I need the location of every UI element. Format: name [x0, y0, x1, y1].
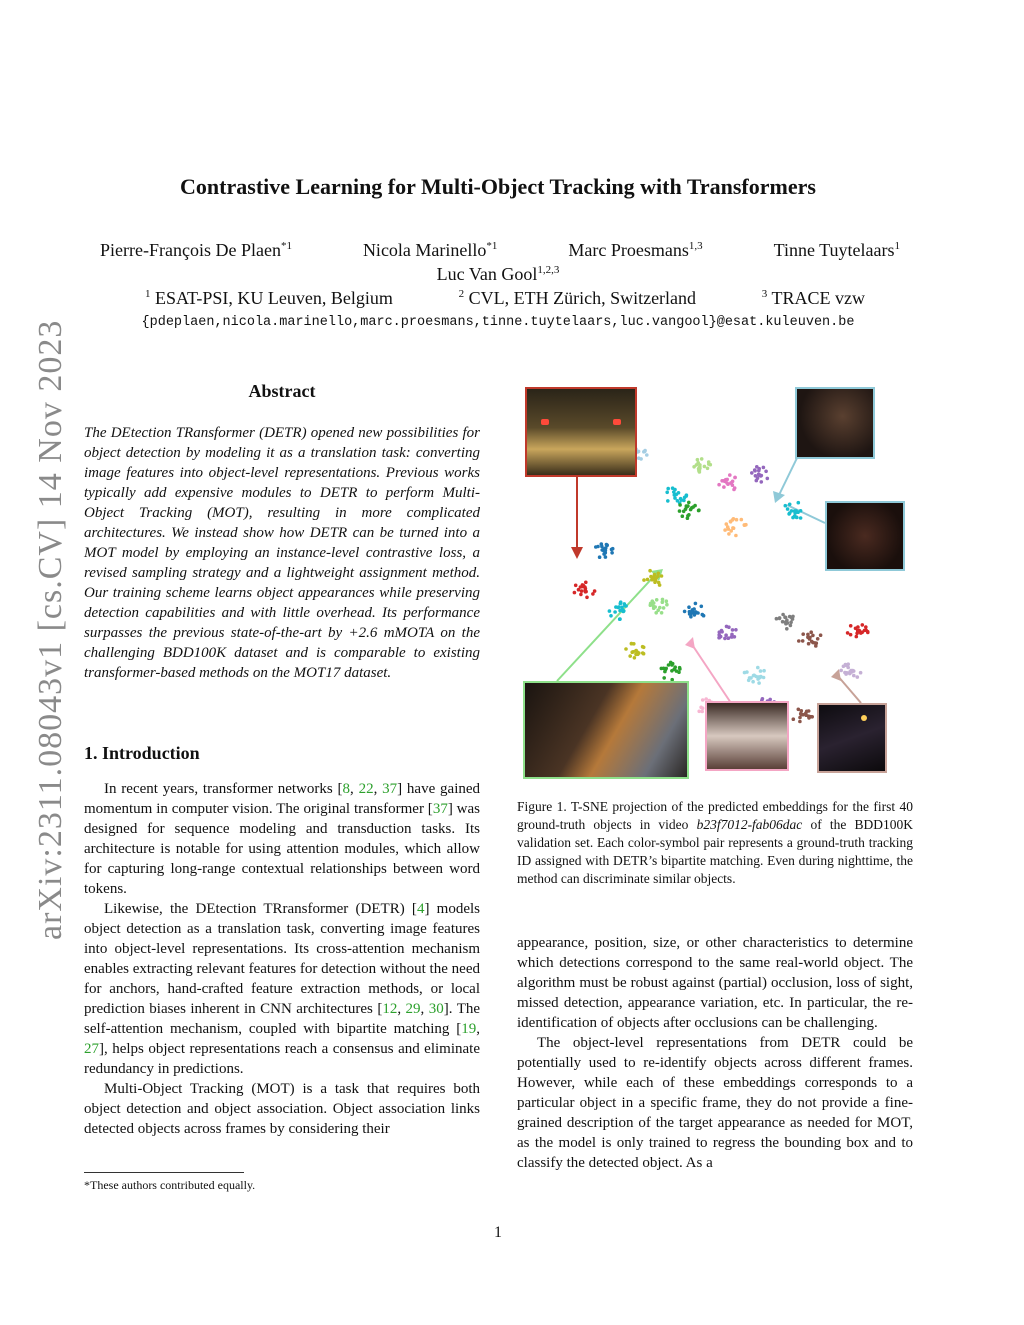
tsne-point	[801, 632, 805, 636]
tsne-cluster	[797, 630, 822, 647]
tsne-cluster	[839, 662, 862, 679]
tsne-point	[609, 614, 613, 618]
tsne-point	[619, 600, 623, 604]
tsne-point	[577, 588, 581, 592]
tsne-point	[717, 483, 721, 487]
tsne-point	[844, 672, 848, 676]
intro-paragraph-1: In recent years, transformer networks [8, 22, 37] have gained momentum in computer vision. The original transformer [37] was designed for sequence modeling and transduction tasks. Its architecture is notable for using attention modules, which allow for capturing long-range contextual relationships between word tokens.	[84, 781, 481, 897]
tsne-point	[687, 501, 691, 505]
tsne-point	[794, 515, 798, 519]
affiliation-3: $^3$ TRACE vzw	[761, 288, 865, 308]
tsne-point	[798, 720, 802, 724]
tsne-point	[792, 717, 796, 721]
tsne-point	[766, 477, 770, 481]
tsne-point	[596, 545, 600, 549]
footnote-divider	[84, 1172, 244, 1173]
tsne-point	[807, 642, 811, 646]
arrowhead-red	[571, 547, 583, 559]
tsne-cluster	[743, 666, 766, 685]
tsne-point	[813, 641, 817, 645]
tsne-point	[696, 458, 700, 462]
tsne-point	[756, 677, 760, 681]
tsne-point	[698, 470, 702, 474]
citation-link[interactable]: 4	[416, 901, 425, 917]
tsne-point	[675, 493, 679, 497]
tsne-point	[727, 532, 731, 536]
tsne-point	[722, 485, 726, 489]
citation-link[interactable]: 37	[432, 801, 448, 817]
tsne-point	[757, 473, 761, 477]
tsne-point	[784, 504, 788, 508]
tsne-cluster	[717, 473, 737, 491]
tsne-point	[852, 674, 856, 678]
affiliation-2: $^2$ CVL, ETH Zürich, Switzerland	[458, 288, 697, 308]
tsne-point	[784, 616, 788, 620]
tsne-point	[700, 457, 704, 461]
tsne-point	[636, 653, 640, 657]
tsne-point	[687, 513, 691, 517]
tsne-point	[791, 516, 795, 520]
tsne-point	[692, 465, 696, 469]
tsne-point	[797, 639, 801, 643]
tsne-point	[856, 629, 860, 633]
tsne-point	[642, 578, 646, 582]
tsne-point	[678, 503, 682, 507]
tsne-point	[755, 465, 759, 469]
tsne-point	[789, 624, 793, 628]
tsne-point	[670, 669, 674, 673]
tsne-point	[819, 633, 823, 637]
tsne-point	[849, 633, 853, 637]
thumbnail-night-blue-mid	[825, 501, 905, 571]
tsne-point	[728, 473, 732, 477]
tsne-point	[863, 629, 867, 633]
tsne-point	[584, 581, 588, 585]
figure-arrows	[557, 458, 861, 703]
figure-1	[517, 383, 913, 783]
street-light-icon	[861, 715, 867, 721]
tsne-point	[734, 628, 738, 632]
tsne-point	[785, 627, 789, 631]
tsne-point	[683, 610, 687, 614]
tsne-point	[856, 625, 860, 629]
tsne-cluster	[573, 581, 597, 600]
tsne-point	[580, 589, 584, 593]
tsne-point	[598, 555, 602, 559]
tsne-point	[689, 508, 693, 512]
abstract-text: The DEtection TRansformer (DETR) opened new possibilities for object detection by modeling it as a translation task: converting image features into object-level representations. Previous works typically add expensive modules to DETR to perform Multi-Object Tracking (MOT), resulting in more complicated architectures. We instead show how DETR can be turned into a MOT model by employing an instance-level contrastive loss, a revised sampling strategy and a lightweight assignment method. Our training scheme learns object appearances while preserving detection capabilities and with little overhead. Its performance surpasses the previous state-of-the-art by +2.6 mMOTA on the challenging BDD100K dataset and is comparable to existing transformer-based methods on the MOT17 dataset.	[84, 425, 480, 681]
tsne-point	[793, 509, 797, 513]
tsne-point	[683, 496, 687, 500]
tsne-point	[734, 534, 738, 538]
tsne-point	[762, 669, 766, 673]
tsne-point	[866, 630, 870, 634]
tsne-point	[654, 611, 658, 615]
tsne-point	[801, 639, 805, 643]
tsne-point	[665, 599, 669, 603]
tsne-point	[723, 637, 727, 641]
tsne-point	[681, 514, 685, 518]
citation-link[interactable]: 30	[428, 1001, 444, 1017]
tsne-point	[680, 498, 684, 502]
tsne-cluster	[750, 465, 769, 484]
tsne-point	[839, 669, 843, 673]
tsne-point	[574, 584, 578, 588]
tsne-point	[630, 642, 634, 646]
tsne-cluster	[846, 623, 870, 638]
tsne-point	[646, 578, 650, 582]
tsne-point	[807, 709, 811, 713]
tsne-point	[806, 633, 810, 637]
tsne-point	[810, 715, 814, 719]
tsne-point	[717, 636, 721, 640]
tsne-point	[775, 617, 779, 621]
tsne-point	[637, 450, 641, 454]
tsne-point	[702, 614, 706, 618]
tsne-cluster	[608, 600, 628, 621]
tsne-point	[579, 593, 583, 597]
tsne-point	[662, 606, 666, 610]
tsne-point	[750, 471, 754, 475]
paper-title: Contrastive Learning for Multi-Object Tracking with Transformers	[180, 174, 816, 199]
tsne-point	[678, 667, 682, 671]
tsne-point	[745, 670, 749, 674]
affiliation-1: $^1$ ESAT-PSI, KU Leuven, Belgium	[145, 288, 393, 308]
author-list	[100, 240, 900, 261]
arxiv-identifier: arXiv:2311.08043v1 [cs.CV] 14 Nov 2023	[32, 319, 69, 940]
tsne-point	[851, 669, 855, 673]
page-number: 1	[494, 1224, 502, 1241]
tsne-point	[641, 645, 645, 649]
tsne-point	[583, 589, 587, 593]
tsne-point	[724, 633, 728, 637]
tsne-point	[759, 675, 763, 679]
tsne-point	[665, 491, 669, 495]
tsne-point	[846, 631, 850, 635]
figure-1-caption: Figure 1. T-SNE projection of the predicted embeddings for the first 40 ground-truth objects in video b23f7012-fab06dac of the BDD100K validation set. Each color-symbol pair represents a ground-truth tracking ID assigned with DETR’s bipartite matching. Even during nighttime, the method can discriminate similar objects.	[517, 799, 913, 886]
tsne-point	[653, 605, 657, 609]
tsne-cluster	[660, 661, 682, 682]
tsne-point	[671, 486, 675, 490]
tsne-point	[693, 613, 697, 617]
citation-link[interactable]: 12	[382, 1001, 398, 1017]
tsne-point	[740, 518, 744, 522]
tsne-point	[859, 671, 863, 675]
tail-light-icon	[613, 419, 621, 425]
tsne-cluster	[784, 501, 803, 520]
tsne-point	[687, 605, 691, 609]
tsne-point	[657, 572, 661, 576]
tsne-point	[759, 669, 763, 673]
tsne-point	[722, 479, 726, 483]
tsne-cluster	[717, 625, 737, 641]
author-emails: {pdeplaen,nicola.marinello,marc.proesmans,tinne.tuytelaars,luc.vangool}@esat.kuleuven.be	[141, 315, 855, 330]
arrowhead-pink	[685, 637, 695, 649]
tsne-point	[610, 551, 614, 555]
tsne-point	[660, 611, 664, 615]
tsne-point	[733, 476, 737, 480]
tsne-point	[663, 670, 667, 674]
tsne-point	[613, 610, 617, 614]
tsne-point	[760, 480, 764, 484]
tsne-point	[855, 635, 859, 639]
affiliation-list	[145, 288, 865, 309]
tsne-point	[725, 522, 729, 526]
tsne-point	[593, 589, 597, 593]
tsne-point	[789, 620, 793, 624]
section-heading-introduction: 1. Introduction	[84, 743, 200, 763]
tsne-point	[752, 674, 756, 678]
tsne-point	[706, 467, 710, 471]
tsne-point	[657, 581, 661, 585]
tsne-point	[573, 591, 577, 595]
tsne-point	[707, 460, 711, 464]
tsne-point	[678, 509, 682, 513]
tsne-point	[804, 711, 808, 715]
author-3: Marc Proesmans$^{1,3}$	[568, 240, 703, 260]
author-2: Nicola Marinello$^{*1}$	[362, 240, 498, 260]
tsne-point	[735, 518, 739, 522]
tsne-point	[788, 511, 792, 515]
tsne-point	[662, 676, 666, 680]
tsne-point	[797, 501, 801, 505]
tsne-cluster	[665, 486, 688, 505]
tsne-point	[753, 469, 757, 473]
tsne-point	[600, 545, 604, 549]
tsne-point	[727, 527, 731, 531]
tsne-point	[786, 507, 790, 511]
tsne-point	[748, 676, 752, 680]
tsne-point	[807, 716, 811, 720]
right-column-body	[517, 933, 913, 1173]
tsne-point	[650, 602, 654, 606]
tsne-point	[662, 667, 666, 671]
tsne-point	[730, 635, 734, 639]
tsne-point	[690, 610, 694, 614]
tsne-point	[682, 510, 686, 514]
tsne-cluster	[624, 642, 645, 660]
tsne-point	[641, 651, 645, 655]
tsne-cluster	[683, 602, 706, 619]
tsne-point	[701, 698, 705, 702]
tsne-point	[844, 663, 848, 667]
author-1: Pierre-François De Plaen$^{*1}$	[100, 240, 292, 260]
tsne-point	[727, 625, 731, 629]
tsne-point	[790, 616, 794, 620]
tsne-point	[661, 598, 665, 602]
intro-paragraph-3: Multi-Object Tracking (MOT) is a task that requires both object detection and object association. Object association links detected objects across frames by considering their	[84, 1081, 480, 1137]
tsne-point	[624, 647, 628, 651]
tsne-point	[600, 548, 604, 552]
tsne-point	[617, 605, 621, 609]
tsne-point	[654, 576, 658, 580]
tsne-point	[699, 706, 703, 710]
tsne-point	[620, 607, 624, 611]
tsne-point	[670, 663, 674, 667]
citation-link[interactable]: 8	[342, 781, 350, 797]
tsne-point	[743, 523, 747, 527]
tsne-point	[799, 516, 803, 520]
tsne-point	[814, 644, 818, 648]
intro-paragraph-2: Likewise, the DEtection TRransformer (DETR) [4] models object detection as a translation task, converting image features into object-level representations. Its cross-attention mechanism enables extracting relevant features for detection without the need for anchors, hand-crafted feature extraction methods, or local prediction biases inherent in CNN architectures [12, 29, 30]. The self-attention mechanism, coupled with bipartite matching [19, 27], helps object representations reach a consensus and eliminate redundancy in predictions.	[84, 901, 481, 1077]
tsne-point	[856, 675, 860, 679]
arrow-blue-top	[779, 458, 797, 495]
citation-link[interactable]: 37	[382, 781, 398, 797]
tsne-point	[778, 617, 782, 621]
tsne-point	[697, 508, 701, 512]
citation-link[interactable]: 27	[84, 1041, 99, 1057]
tsne-point	[732, 526, 736, 530]
tsne-point	[861, 623, 865, 627]
citation-link[interactable]: 22	[358, 781, 374, 797]
citation-link[interactable]: 29	[405, 1001, 421, 1017]
tsne-point	[623, 604, 627, 608]
tsne-point	[602, 552, 606, 556]
tsne-point	[816, 637, 820, 641]
tsne-point	[781, 620, 785, 624]
tsne-point	[633, 656, 637, 660]
right-paragraph-2: The object-level representations from DETR could be potentially used to re-identify objects across different frames. However, while each of these embeddings corresponds to a particular object in a specific frame, they do not provide a fine-grained description of the target appearance as needed for MOT, as the model is only trained to regress the bounding box and to classify the detected object. As a	[517, 1035, 913, 1171]
tsne-point	[585, 596, 589, 600]
tsne-point	[628, 654, 632, 658]
tsne-cluster	[594, 542, 615, 559]
arrow-green	[557, 573, 657, 681]
arrow-pink	[691, 643, 731, 703]
tsne-point	[781, 613, 785, 617]
tsne-point	[725, 478, 729, 482]
tsne-point	[648, 569, 652, 573]
abstract-heading: Abstract	[248, 381, 316, 401]
tsne-point	[660, 574, 664, 578]
thumbnail-night-blue-top	[795, 387, 875, 459]
tsne-point	[655, 598, 659, 602]
citation-link[interactable]: 19	[461, 1021, 477, 1037]
tsne-point	[723, 528, 727, 532]
tsne-point	[732, 488, 736, 492]
tsne-point	[610, 548, 614, 552]
tsne-point	[788, 503, 792, 507]
tsne-point	[618, 617, 622, 621]
tsne-point	[651, 578, 655, 582]
tsne-point	[696, 611, 700, 615]
tsne-point	[703, 465, 707, 469]
left-column-body	[84, 779, 480, 1139]
tsne-point	[764, 470, 768, 474]
tsne-point	[700, 710, 704, 714]
tsne-point	[731, 518, 735, 522]
thumbnail-pink	[705, 701, 789, 771]
tsne-cluster	[649, 598, 669, 615]
tsne-point	[667, 663, 671, 667]
tsne-point	[605, 543, 609, 547]
tsne-point	[730, 481, 734, 485]
arrow-blue-mid	[787, 505, 825, 523]
author-4: Tinne Tuytelaars$^1$	[773, 240, 900, 260]
tsne-point	[691, 505, 695, 509]
tsne-point	[645, 453, 649, 457]
tsne-point	[676, 499, 680, 503]
tsne-point	[757, 681, 761, 685]
tsne-point	[694, 602, 698, 606]
tsne-point	[643, 449, 647, 453]
thumbnail-car-rear	[525, 387, 637, 477]
tsne-cluster	[692, 457, 712, 474]
tsne-point	[604, 549, 608, 553]
tsne-point	[665, 603, 669, 607]
tsne-point	[751, 680, 755, 684]
tsne-point	[700, 605, 704, 609]
tsne-point	[797, 708, 801, 712]
tsne-point	[720, 630, 724, 634]
tsne-cluster	[792, 708, 815, 724]
author-5: Luc Van Gool$^{1,2,3}$	[436, 264, 560, 284]
footnote: *These authors contributed equally.	[84, 1178, 256, 1192]
tsne-point	[849, 624, 853, 628]
tsne-point	[731, 628, 735, 632]
tsne-point	[692, 607, 696, 611]
thumbnail-brown	[817, 703, 887, 773]
tsne-point	[673, 496, 677, 500]
tsne-cluster	[775, 613, 795, 631]
tsne-point	[799, 713, 803, 717]
tsne-point	[677, 670, 681, 674]
tsne-point	[685, 504, 689, 508]
tsne-point	[696, 461, 700, 465]
tsne-point	[808, 637, 812, 641]
tsne-point	[809, 630, 813, 634]
tsne-point	[725, 481, 729, 485]
tsne-point	[583, 585, 587, 589]
tail-light-icon	[541, 419, 549, 425]
tsne-point	[666, 487, 670, 491]
tsne-point	[653, 580, 657, 584]
tsne-point	[666, 499, 670, 503]
tsne-point	[811, 634, 815, 638]
tsne-point	[637, 456, 641, 460]
tsne-point	[762, 466, 766, 470]
tsne-point	[756, 666, 760, 670]
thumbnail-street-green	[523, 681, 689, 779]
tsne-cluster	[723, 517, 747, 537]
tsne-point	[864, 625, 868, 629]
tsne-point	[784, 620, 788, 624]
right-paragraph-1: appearance, position, size, or other characteristics to determine which detections correspond to the same real-world object. The algorithm must be robust against (partial) occlusion, loss of sight, missed detection, appearance variation, etc. In particular, the re-identification of objects after occlusions can be challenging.	[517, 935, 913, 1031]
tsne-point	[608, 609, 612, 613]
